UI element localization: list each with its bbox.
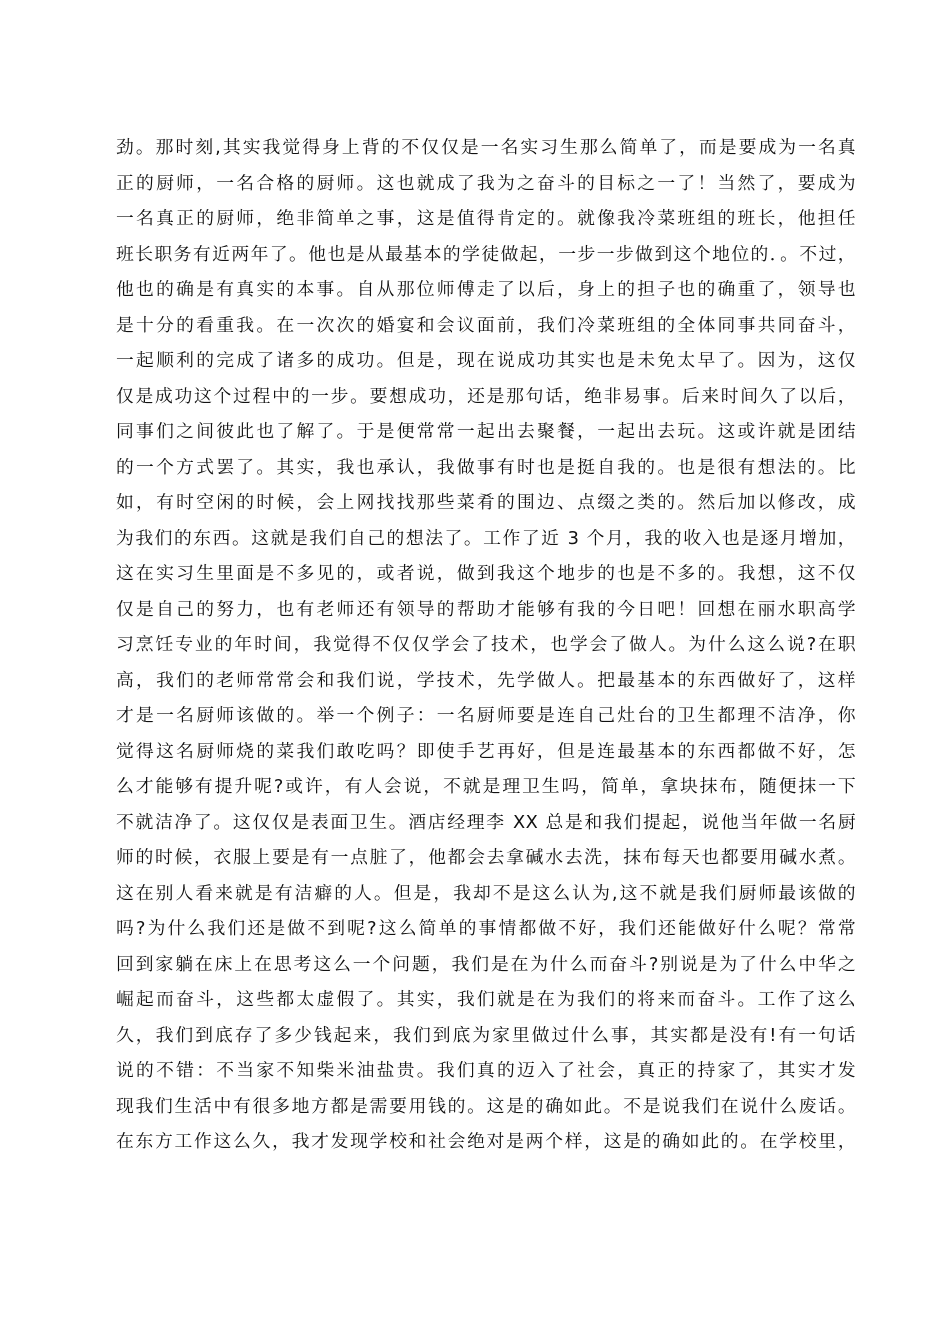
text-line: 师的时候，衣服上要是有一点脏了，他都会去拿碱水去洗，抹布每天也都要用碱水煮。 (116, 847, 856, 868)
text-line: 仅是成功这个过程中的一步。要想成功，还是那句话，绝非易事。后来时间久了以后， (116, 385, 856, 407)
text-line: 为我们的东西。这就是我们自己的想法了。工作了近 3 个月，我的收入也是逐月增加， (116, 527, 856, 549)
text-line: 不就洁净了。这仅仅是表面卫生。酒店经理李 XX 总是和我们提起，说他当年做一名厨 (116, 811, 856, 833)
text-line: 如，有时空闲的时候，会上网找找那些菜肴的围边、点缀之类的。然后加以修改，成 (116, 492, 856, 513)
text-line: 同事们之间彼此也了解了。于是便常常一起出去聚餐，一起出去玩。这或许就是团结 (116, 421, 856, 442)
text-line: 才是一名厨师该做的。举一个例子：一名厨师要是连自己灶台的卫生都理不洁净，你 (116, 705, 856, 726)
body-text (116, 130, 856, 1160)
text-line: 正的厨师，一名合格的厨师。这也就成了我为之奋斗的目标之一了！当然了，要成为 (116, 172, 856, 194)
text-line: 说的不错：不当家不知柴米油盐贵。我们真的迈入了社会，真正的持家了，其实才发 (116, 1060, 856, 1081)
text-line: 现我们生活中有很多地方都是需要用钱的。这是的确如此。不是说我们在说什么废话。 (116, 1095, 856, 1117)
text-line: 崛起而奋斗，这些都太虚假了。其实，我们就是在为我们的将来而奋斗。工作了这么 (116, 989, 856, 1010)
text-line: 高，我们的老师常常会和我们说，学技术，先学做人。把最基本的东西做好了，这样 (116, 669, 856, 691)
text-line: 这在实习生里面是不多见的，或者说，做到我这个地步的也是不多的。我想，这不仅 (116, 563, 856, 584)
text-line: 回到家躺在床上在思考这么一个问题，我们是在为什么而奋斗?别说是为了什么中华之 (116, 953, 856, 975)
text-line: 这在别人看来就是有洁癖的人。但是，我却不是这么认为,这不就是我们厨师最该做的 (116, 882, 856, 904)
text-line: 么才能够有提升呢?或许，有人会说，不就是理卫生吗，简单，拿块抹布，随便抹一下 (116, 776, 856, 797)
text-line: 一起顺利的完成了诸多的成功。但是，现在说成功其实也是未免太早了。因为，这仅 (116, 350, 856, 371)
text-line: 一名真正的厨师，绝非简单之事，这是值得肯定的。就像我冷菜班组的班长，他担任 (116, 208, 856, 229)
text-line: 在东方工作这么久，我才发现学校和社会绝对是两个样，这是的确如此的。在学校里， (116, 1131, 856, 1152)
text-line: 班长职务有近两年了。他也是从最基本的学徒做起，一步一步做到这个地位的．。不过， (116, 243, 856, 265)
text-line: 吗?为什么我们还是做不到呢?这么简单的事情都做不好，我们还能做好什么呢？常常 (116, 918, 856, 939)
text-line: 觉得这名厨师烧的菜我们敢吃吗？即使手艺再好，但是连最基本的东西都做不好，怎 (116, 740, 856, 762)
text-line: 是十分的看重我。在一次次的婚宴和会议面前，我们冷菜班组的全体同事共同奋斗， (116, 314, 856, 336)
text-line: 仅是自己的努力，也有老师还有领导的帮助才能够有我的今日吧！回想在丽水职高学 (116, 598, 856, 620)
text-line: 久，我们到底存了多少钱起来，我们到底为家里做过什么事，其实都是没有!有一句话 (116, 1024, 856, 1046)
text-line: 习烹饪专业的年时间，我觉得不仅仅学会了技术，也学会了做人。为什么这么说?在职 (116, 634, 856, 655)
text-line: 的一个方式罢了。其实，我也承认，我做事有时也是挺自我的。也是很有想法的。比 (116, 456, 856, 478)
text-line: 他也的确是有真实的本事。自从那位师傅走了以后，身上的担子也的确重了，领导也 (116, 279, 856, 300)
text-line: 劲。那时刻,其实我觉得身上背的不仅仅是一名实习生那么简单了，而是要成为一名真 (116, 137, 856, 158)
